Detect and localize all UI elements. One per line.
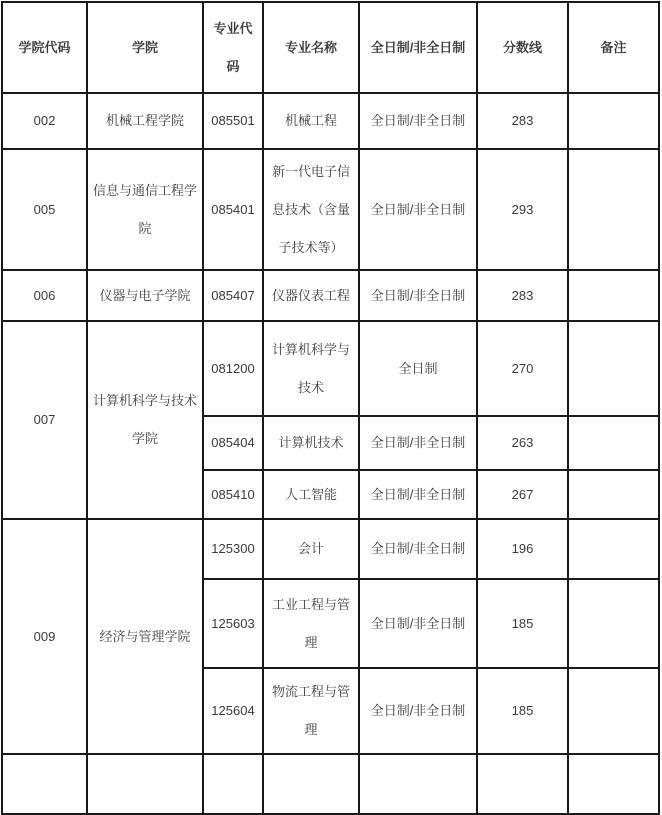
score-cell: 185 xyxy=(477,579,568,668)
header-major-name: 专业名称 xyxy=(263,2,359,93)
major-name-cell: 会计 xyxy=(263,519,359,579)
major-code-cell: 081200 xyxy=(203,321,263,416)
header-college: 学院 xyxy=(87,2,203,93)
score-cell: 185 xyxy=(477,668,568,754)
remark-cell xyxy=(568,93,659,149)
table-row xyxy=(2,93,659,149)
score-cell: 283 xyxy=(477,270,568,321)
mode-cell: 全日制/非全日制 xyxy=(359,668,477,754)
admission-score-table xyxy=(1,1,660,815)
college-code-cell: 006 xyxy=(2,270,87,321)
score-cell: 270 xyxy=(477,321,568,416)
major-name-cell: 计算机科学与技术 xyxy=(263,321,359,416)
remark-cell xyxy=(568,270,659,321)
score-cell: 263 xyxy=(477,416,568,470)
table-row xyxy=(2,270,659,321)
major-code-cell: 085404 xyxy=(203,416,263,470)
mode-cell: 全日制/非全日制 xyxy=(359,519,477,579)
college-cell: 仪器与电子学院 xyxy=(87,270,203,321)
major-name-cell: 计算机技术 xyxy=(263,416,359,470)
mode-cell: 全日制 xyxy=(359,321,477,416)
header-remark: 备注 xyxy=(568,2,659,93)
mode-cell: 全日制/非全日制 xyxy=(359,149,477,270)
header-major-code: 专业代码 xyxy=(203,2,263,93)
header-college-code: 学院代码 xyxy=(2,2,87,93)
major-code-cell xyxy=(203,754,263,814)
major-name-cell: 物流工程与管理 xyxy=(263,668,359,754)
major-name-cell: 人工智能 xyxy=(263,470,359,519)
header-mode: 全日制/非全日制 xyxy=(359,2,477,93)
mode-cell: 全日制/非全日制 xyxy=(359,93,477,149)
score-cell xyxy=(477,754,568,814)
college-code-cell: 007 xyxy=(2,321,87,519)
header-score-line: 分数线 xyxy=(477,2,568,93)
college-cell: 机械工程学院 xyxy=(87,93,203,149)
mode-cell: 全日制/非全日制 xyxy=(359,579,477,668)
major-code-cell: 125604 xyxy=(203,668,263,754)
remark-cell xyxy=(568,416,659,470)
mode-cell: 全日制/非全日制 xyxy=(359,416,477,470)
major-code-cell: 085407 xyxy=(203,270,263,321)
major-code-cell: 125603 xyxy=(203,579,263,668)
college-cell: 信息与通信工程学院 xyxy=(87,149,203,270)
table-row xyxy=(2,321,659,416)
college-cell xyxy=(87,754,203,814)
major-code-cell: 085501 xyxy=(203,93,263,149)
major-code-cell: 085410 xyxy=(203,470,263,519)
major-name-cell: 新一代电子信息技术（含量子技术等） xyxy=(263,149,359,270)
score-cell: 283 xyxy=(477,93,568,149)
college-code-cell: 005 xyxy=(2,149,87,270)
table-sheet xyxy=(1,1,660,815)
college-code-cell xyxy=(2,754,87,814)
remark-cell xyxy=(568,321,659,416)
score-cell: 196 xyxy=(477,519,568,579)
table-row xyxy=(2,519,659,579)
mode-cell xyxy=(359,754,477,814)
major-name-cell xyxy=(263,754,359,814)
header-row xyxy=(2,2,659,93)
table-row-clipped xyxy=(2,754,659,814)
remark-cell xyxy=(568,149,659,270)
college-cell: 计算机科学与技术学院 xyxy=(87,321,203,519)
mode-cell: 全日制/非全日制 xyxy=(359,470,477,519)
major-name-cell: 仪器仪表工程 xyxy=(263,270,359,321)
remark-cell xyxy=(568,754,659,814)
remark-cell xyxy=(568,668,659,754)
table-row xyxy=(2,149,659,270)
mode-cell: 全日制/非全日制 xyxy=(359,270,477,321)
remark-cell xyxy=(568,470,659,519)
major-name-cell: 工业工程与管理 xyxy=(263,579,359,668)
major-code-cell: 125300 xyxy=(203,519,263,579)
remark-cell xyxy=(568,579,659,668)
score-cell: 267 xyxy=(477,470,568,519)
remark-cell xyxy=(568,519,659,579)
college-cell: 经济与管理学院 xyxy=(87,519,203,754)
college-code-cell: 002 xyxy=(2,93,87,149)
score-cell: 293 xyxy=(477,149,568,270)
major-name-cell: 机械工程 xyxy=(263,93,359,149)
major-code-cell: 085401 xyxy=(203,149,263,270)
college-code-cell: 009 xyxy=(2,519,87,754)
